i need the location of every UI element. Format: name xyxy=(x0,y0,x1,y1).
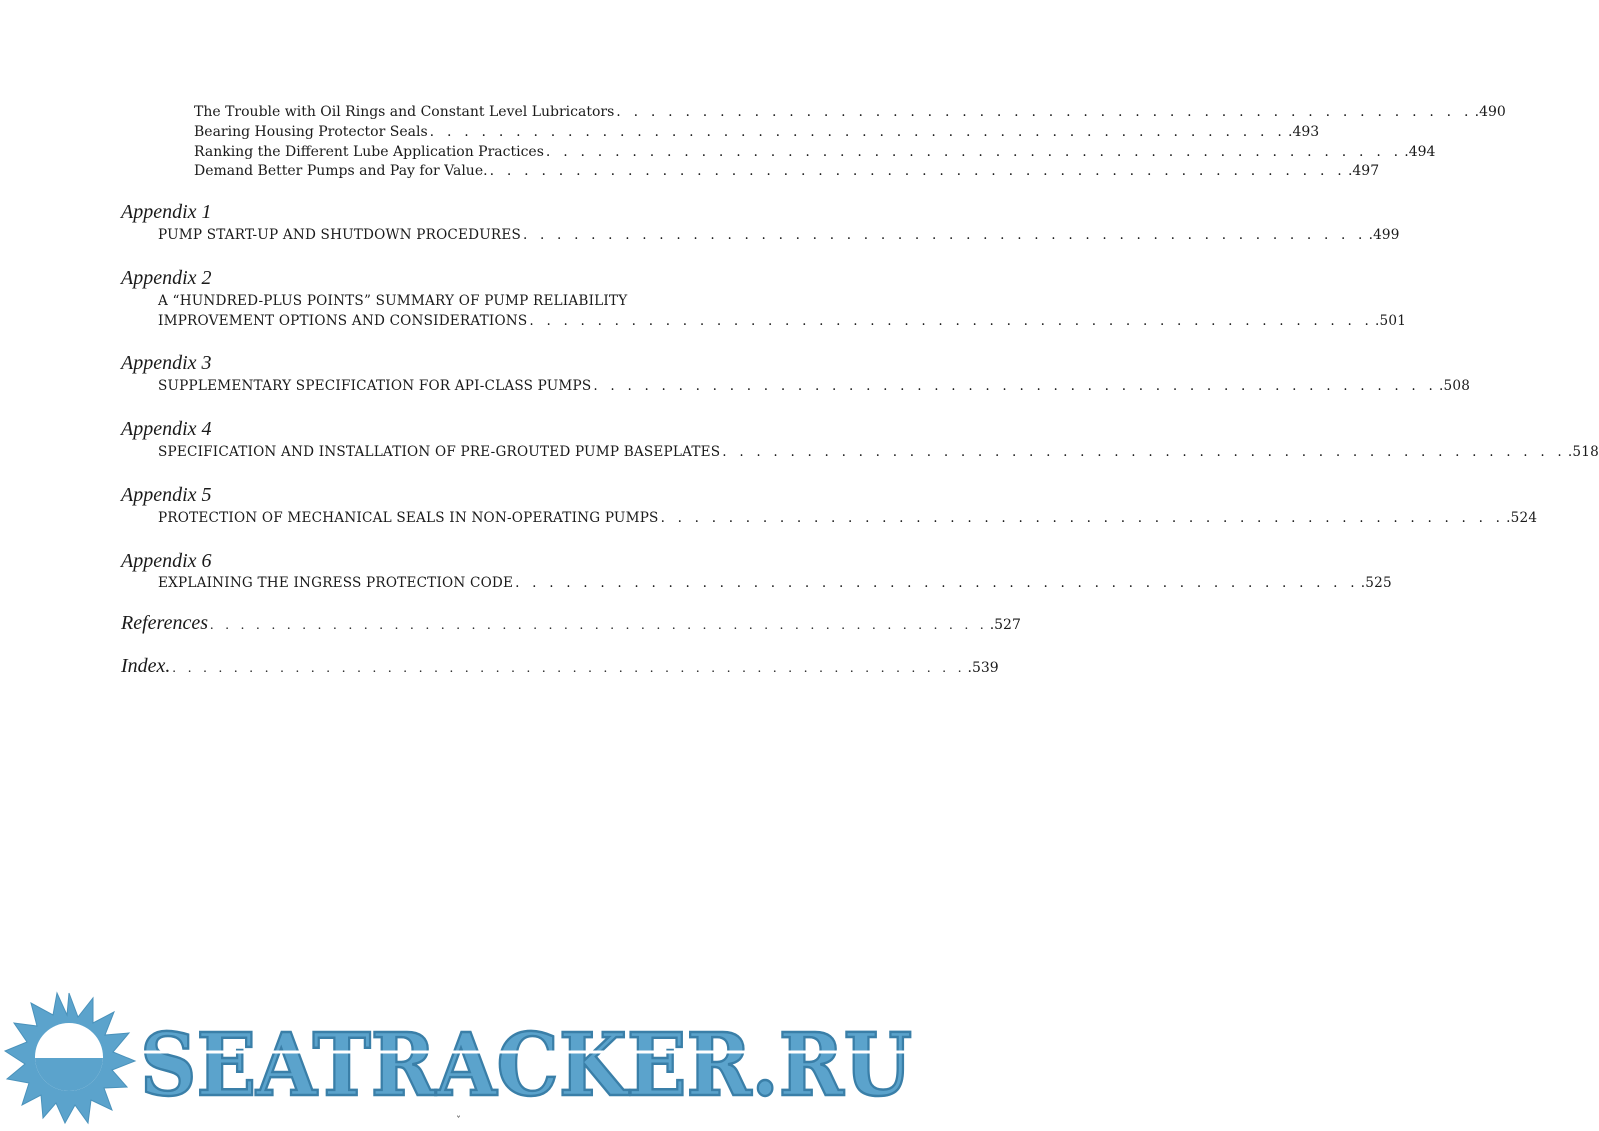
toc-entry-appendix-5[interactable] xyxy=(158,510,1538,526)
appendix-5-heading: Appendix 5 xyxy=(121,484,212,506)
leader-dots: . . . . . . . . . . . . . . . . . . . . . . . . . . . . . . . . . . . . . . . . . . . . . . . . . . xyxy=(515,575,1359,591)
sun-logo-icon xyxy=(0,990,926,1127)
toc-entry-page: .497 xyxy=(1347,163,1380,179)
toc-entry-demand-better-pumps[interactable] xyxy=(194,163,1380,179)
toc-entry-title: SUPPLEMENTARY SPECIFICATION FOR API-CLASS PUMPS xyxy=(158,378,592,394)
toc-entry-page: .539 xyxy=(967,660,999,676)
toc-entry-title: PROTECTION OF MECHANICAL SEALS IN NON-OPERATING PUMPS xyxy=(158,510,659,526)
toc-entry-page: .501 xyxy=(1375,313,1407,329)
toc-entry-title: EXPLAINING THE INGRESS PROTECTION CODE xyxy=(158,575,514,591)
page-mark: ˇ xyxy=(456,1116,461,1127)
appendix-2-heading: Appendix 2 xyxy=(121,267,212,289)
toc-entry-title: Bearing Housing Protector Seals xyxy=(194,124,428,140)
toc-entry-page: .493 xyxy=(1288,124,1320,140)
toc-entry-appendix-4[interactable] xyxy=(158,444,1599,460)
toc-entry-oil-rings[interactable] xyxy=(194,104,1506,120)
leader-dots: . . . . . . . . . . . . . . . . . . . . . . . . . . . . . . . . . . . . . . . . . . . . . . . . . . xyxy=(593,378,1437,394)
toc-entry-references[interactable] xyxy=(121,612,1021,635)
appendix-1-heading: Appendix 1 xyxy=(121,201,212,223)
appendix-3-heading: Appendix 3 xyxy=(121,352,212,374)
appendix-6-heading: Appendix 6 xyxy=(121,550,212,572)
toc-entry-page: .525 xyxy=(1360,575,1392,591)
toc-entry-page: .508 xyxy=(1438,378,1471,394)
toc-entry-appendix-1[interactable] xyxy=(158,227,1400,243)
toc-entry-title: PUMP START-UP AND SHUTDOWN PROCEDURES xyxy=(158,227,521,243)
appendix-4-heading: Appendix 4 xyxy=(121,418,212,440)
toc-entry-ranking-lube[interactable] xyxy=(194,144,1436,160)
toc-entry-page: .494 xyxy=(1404,144,1436,160)
leader-dots: . . . . . . . . . . . . . . . . . . . . . . . . . . . . . . . . . . . . . . . . . . . . . . . . . . xyxy=(522,227,1367,243)
leader-dots: . . . . . . . . . . . . . . . . . . . . . . . . . . . . . . . . . . . . . . . . . . . . . . . . . . xyxy=(529,313,1374,329)
toc-entry-page: .524 xyxy=(1506,510,1538,526)
leader-dots: . . . . . . . . . . . . . . . . . . . . . . . . . . . . . . . . . . . . . . . . . . . . . . . . . . . xyxy=(209,618,988,633)
toc-entry-title: IMPROVEMENT OPTIONS AND CONSIDERATIONS xyxy=(158,313,528,329)
toc-entry-appendix-3[interactable] xyxy=(158,378,1471,394)
toc-entry-page: .527 xyxy=(989,617,1021,633)
leader-dots: . . . . . . . . . . . . . . . . . . . . . . . . . . . . . . . . . . . . . . . . . . . . . . . . . . xyxy=(429,124,1287,140)
seatracker-watermark xyxy=(0,990,926,1127)
watermark-text: SEATRACKER.RU xyxy=(140,1015,912,1116)
toc-entry-index[interactable] xyxy=(121,655,999,678)
leader-dots: . . . . . . . . . . . . . . . . . . . . . . . . . . . . . . . . . . . . . . . . . . . . . . . . . . xyxy=(722,444,1566,460)
toc-entry-appendix-6[interactable] xyxy=(158,575,1392,591)
toc-entry-protector-seals[interactable] xyxy=(194,124,1320,140)
toc-entry-title: Index. xyxy=(121,655,171,677)
toc-entry-title: The Trouble with Oil Rings and Constant Level Lubricators xyxy=(194,104,615,120)
toc-entry-title: References xyxy=(121,612,208,634)
toc-entry-title: SPECIFICATION AND INSTALLATION OF PRE-GROUTED PUMP BASEPLATES xyxy=(158,444,721,460)
leader-dots: . . . . . . . . . . . . . . . . . . . . . . . . . . . . . . . . . . . . . . . . . . . . . . . . . . xyxy=(660,510,1505,526)
toc-entry-page: .490 xyxy=(1474,104,1506,120)
toc-entry-appendix-2[interactable] xyxy=(158,313,1407,329)
leader-dots: . . . . . . . . . . . . . . . . . . . . . . . . . . . . . . . . . . . . . . . . . . . . . . . . . . xyxy=(616,104,1473,120)
toc-entry-page: .499 xyxy=(1368,227,1400,243)
leader-dots: . . . . . . . . . . . . . . . . . . . . . . . . . . . . . . . . . . . . . . . . . . . . . . . . . . xyxy=(489,163,1346,179)
toc-entry-page: .518 xyxy=(1567,444,1599,460)
leader-dots: . . . . . . . . . . . . . . . . . . . . . . . . . . . . . . . . . . . . . . . . . . . . . . . . . . . . xyxy=(172,661,966,676)
toc-entry-title-line-1: A “HUNDRED-PLUS POINTS” SUMMARY OF PUMP RELIABILITY xyxy=(158,293,628,309)
toc-entry-title: Ranking the Different Lube Application Practices xyxy=(194,144,544,160)
toc-entry-title: Demand Better Pumps and Pay for Value. xyxy=(194,163,488,179)
leader-dots: . . . . . . . . . . . . . . . . . . . . . . . . . . . . . . . . . . . . . . . . . . . . . . . . . . xyxy=(545,144,1403,160)
